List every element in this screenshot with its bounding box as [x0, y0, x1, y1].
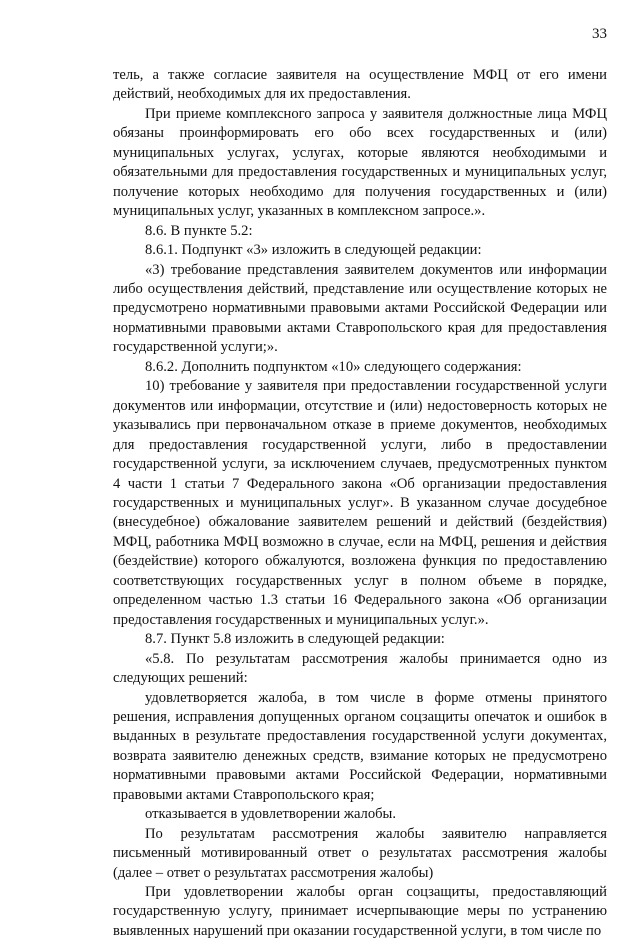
page-number: 33 — [592, 26, 607, 42]
paragraph: тель, а также согласие заявителя на осуществление МФЦ от его имени действий, необходимых для их предоставления. — [113, 67, 607, 103]
paragraph: 8.6. В пункте 5.2: — [145, 222, 253, 239]
paragraph: 8.6.1. Подпункт «3» изложить в следующей редакции: — [145, 242, 482, 259]
paragraph: При удовлетворении жалобы орган соцзащиты, предоставляющий государственную услугу, принимает исчерпывающие меры по устранению выявленных нарушений при оказании государственной услуги, в том числе по — [113, 884, 607, 939]
paragraph: По результатам рассмотрения жалобы заявителю направляется письменный мотивированный ответ о результатах рассмотрения жалобы (далее – ответ о результатах рассмотрения жалобы) — [113, 825, 607, 881]
document-body — [113, 66, 607, 941]
paragraph: 10) требование у заявителя при предоставлении государственной услуги документов или информации, отсутствие и (или) недостоверность которых не указывались при первоначальном отказе в приеме документов, необходимых для предоставления государственной услуги, либо в предоставлении государственной услуги, за исключением случаев, предусмотренных пунктом 4 части 1 статьи 7 Федерального закона «Об организации предоставления государственных и муниципальных услуг». В указанном случае досудебное (внесудебное) обжалование заявителем решений и действий (бездействия) МФЦ, работника МФЦ возможно в случае, если на МФЦ, решения и действия (бездействие) которого обжалуются, возложена функция по предоставлению соответствующих государственных услуг в полном объеме в порядке, определенном частью 1.3 статьи 16 Федерального закона «Об организации предоставления государственных и муниципальных услуг.». — [113, 378, 607, 628]
paragraph: 8.6.2. Дополнить подпунктом «10» следующего содержания: — [145, 358, 522, 375]
paragraph: «3) требование представления заявителем документов или информации либо осуществления действий, представление или осуществление которых не предусмотрено нормативными правовыми актами Российской Федерации или нормативными правовыми актами Ставропольского края для предоставления государственной услуги;». — [113, 261, 607, 356]
paragraph: удовлетворяется жалоба, в том числе в форме отмены принятого решения, исправления допущенных органом соцзащиты опечаток и ошибок в выданных в результате предоставления государственной услуги документах, возврата заявителю денежных средств, взимание которых не предусмотрено нормативными правовыми актами Российской Федерации, нормативными правовыми актами Ставропольского края; — [113, 689, 607, 803]
paragraph: отказывается в удовлетворении жалобы. — [145, 806, 397, 823]
paragraph: «5.8. По результатам рассмотрения жалобы принимается одно из следующих решений: — [113, 650, 607, 687]
paragraph: При приеме комплексного запроса у заявителя должностные лица МФЦ обязаны проинформировать его обо всех государственных и (или) муниципальных услугах, услугах, которые являются необходимыми и обязательными для предоставления государственных и муниципальных услуг, получение которых необходимо для получения государственных и (или) муниципальных услуг, указанных в комплексном запросе.». — [113, 105, 607, 220]
paragraph: 8.7. Пункт 5.8 изложить в следующей редакции: — [145, 631, 445, 648]
